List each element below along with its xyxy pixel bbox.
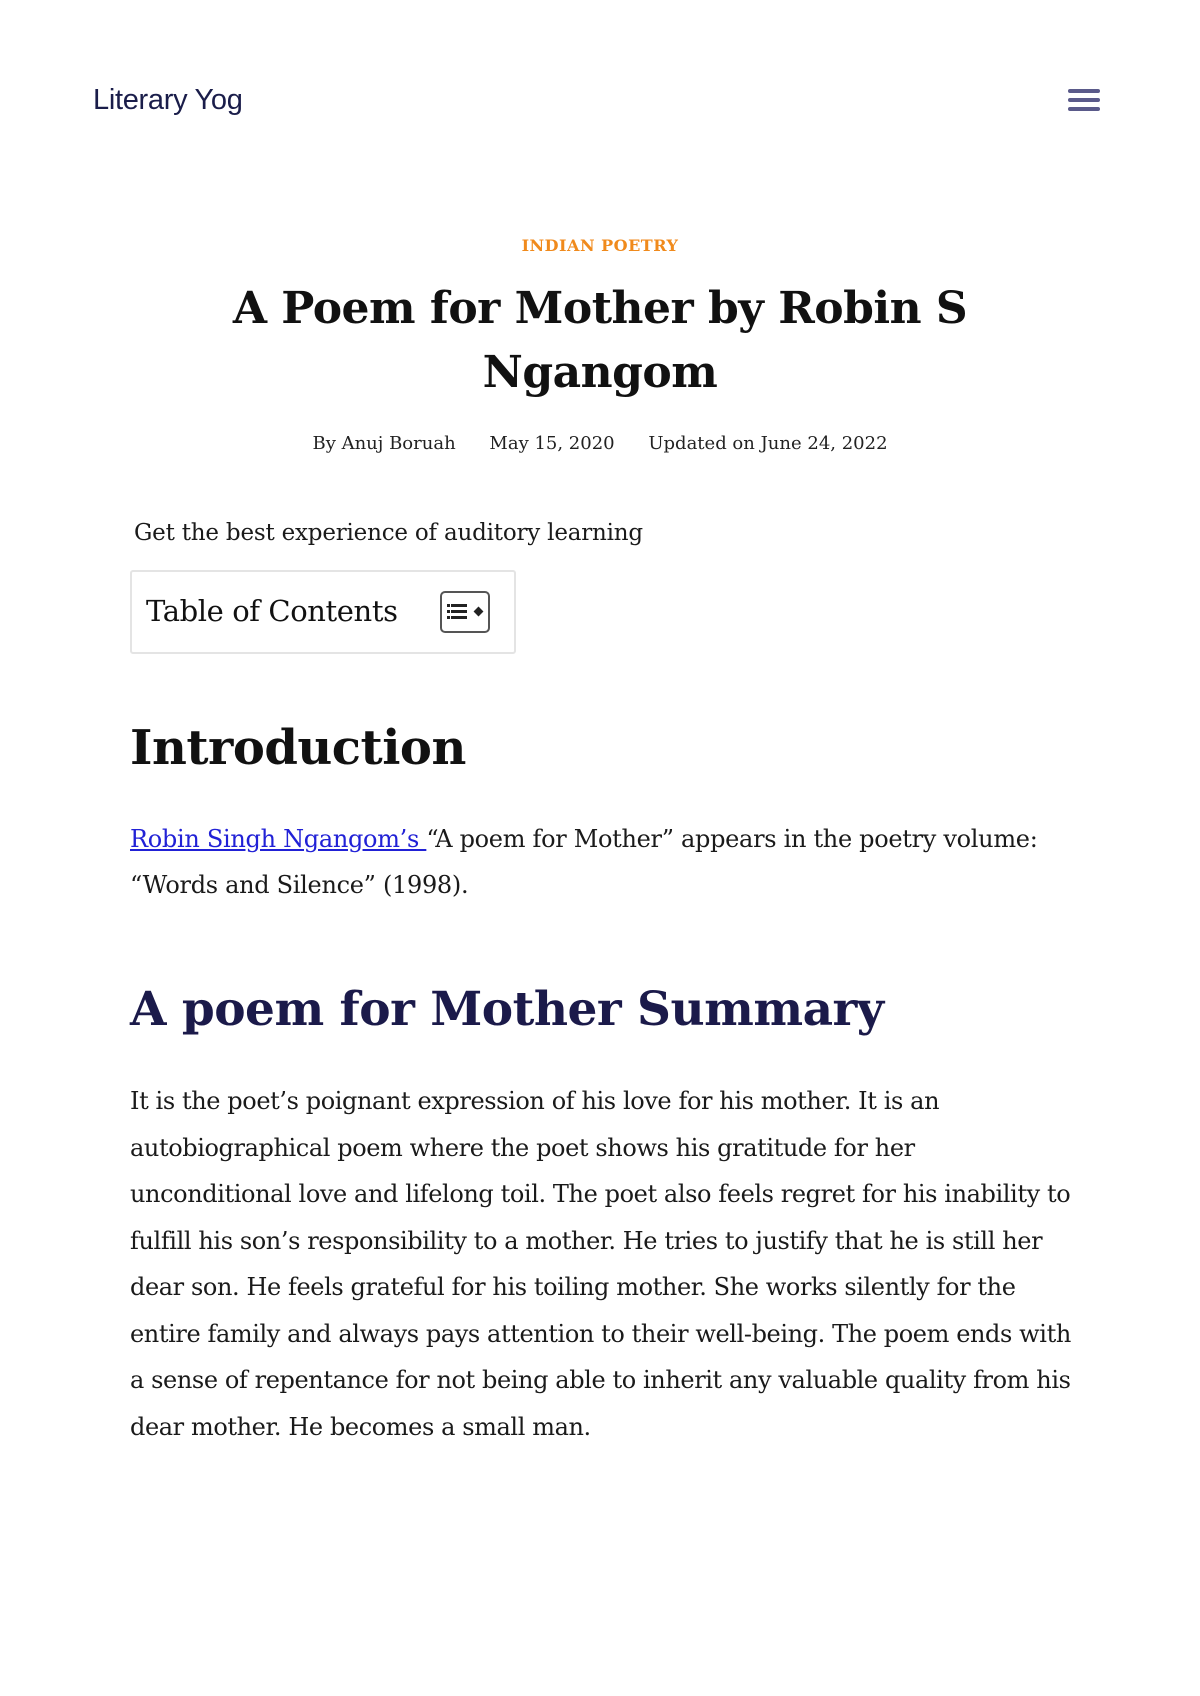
article-header (130, 236, 1070, 454)
audio-learning-note: Get the best experience of auditory learning (134, 520, 643, 546)
updated-date: Updated on June 24, 2022 (648, 433, 888, 454)
category-link[interactable]: INDIAN POETRY (521, 236, 679, 255)
list-toggle-icon[interactable] (440, 591, 490, 633)
hamburger-menu-icon[interactable] (1068, 86, 1100, 114)
introduction-text: “A poem for Mother” appears in the poetry volume: “Words and Silence” (1998). (130, 825, 1038, 899)
list-lines (451, 604, 467, 622)
introduction-paragraph (130, 816, 1080, 908)
summary-paragraph: It is the poet’s poignant expression of his love for his mother. It is an autobiographical poem where the poet shows his gratitude for her unconditional love and lifelong toil. The poet also feels regret for his inability to fulfill his son’s responsibility to a mother. He tries to justify that he is still her dear son. He feels grateful for his toiling mother. She works silently for the entire family and always pays attention to their well-being. The poem ends with a sense of repentance for not being able to inherit any valuable quality from his dear mother. He becomes a small man. (130, 1087, 1071, 1441)
author-profile-link[interactable]: Robin Singh Ngangom’s (130, 825, 427, 853)
toggle-diamond (474, 607, 484, 617)
author-link[interactable]: By Anuj Boruah (312, 433, 456, 454)
table-of-contents (130, 570, 516, 654)
menu-line (1068, 89, 1100, 93)
site-title[interactable]: Literary Yog (93, 84, 243, 116)
article-meta (130, 433, 1070, 454)
article-title: A Poem for Mother by Robin S Ngangom (232, 283, 968, 398)
publish-date: May 15, 2020 (489, 433, 615, 454)
menu-line (1068, 98, 1100, 102)
introduction-heading: Introduction (130, 720, 466, 776)
summary-heading: A poem for Mother Summary (130, 982, 884, 1037)
toc-title: Table of Contents (146, 594, 398, 628)
site-header (0, 0, 1200, 200)
menu-line (1068, 107, 1100, 111)
